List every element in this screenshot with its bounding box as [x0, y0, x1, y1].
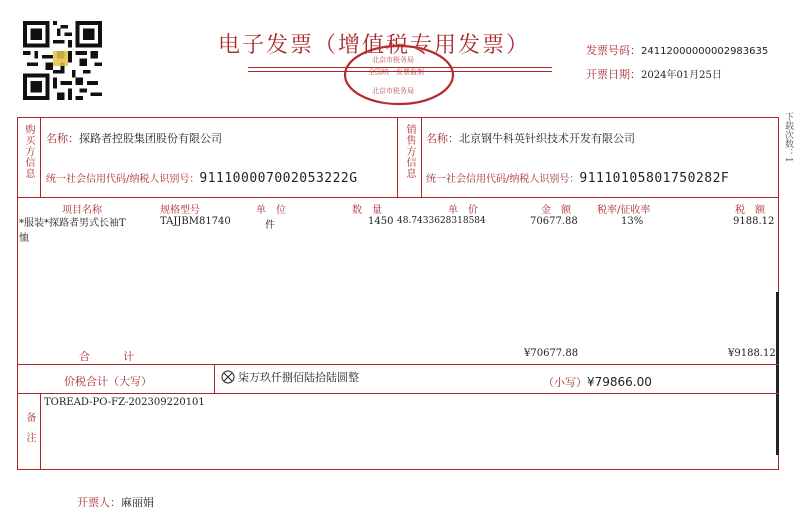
seal-text-bottom: 北京市税务局: [372, 87, 414, 95]
line-grand-bottom: [17, 393, 779, 394]
item-name: [19, 216, 149, 246]
total-amount: ¥70677.88: [524, 348, 579, 359]
line-party-bottom: [17, 197, 779, 198]
invoice-number-label: 发票号码：: [586, 44, 641, 57]
header-unit: 单 位: [256, 205, 286, 216]
item-tax: 9188.12: [733, 216, 775, 227]
line-grand-split: [214, 364, 215, 393]
grand-total-uppercase-row: [221, 369, 359, 385]
line-seller-label: [421, 117, 422, 197]
remarks-label: 备注: [24, 412, 35, 452]
grand-total-uppercase: 柒万玖仟捌佰陆拾陆圆整: [238, 371, 359, 384]
seller-name: 北京钢牛科英针织技术开发有限公司: [459, 132, 635, 145]
item-price: 48.7433628318584: [397, 216, 486, 226]
buyer-section-label: 购买方信息: [23, 124, 34, 179]
seller-tax-label: 统一社会信用代码/纳税人识别号：: [426, 174, 580, 185]
issuer-row: [77, 491, 154, 510]
invoice-date: 2024年01月25日: [641, 70, 722, 81]
item-rate: 13%: [621, 216, 644, 227]
qr-code: [23, 21, 102, 100]
seller-name-row: [426, 127, 635, 146]
issuer-name: 麻丽娟: [121, 496, 154, 509]
cross-circle-icon: [221, 370, 235, 384]
buyer-name: 探路者控股集团股份有限公司: [79, 132, 222, 145]
item-name-line-1: *服装*探路者男式长袖T: [19, 218, 126, 229]
buyer-tax-id: 911100007002053222G: [199, 171, 358, 186]
line-total-top: [17, 364, 779, 365]
header-qty: 数 量: [352, 205, 382, 216]
total-tax: ¥9188.12: [728, 348, 776, 359]
buyer-tax-label: 统一社会信用代码/纳税人识别号：: [46, 174, 200, 185]
item-qty: 1450: [368, 216, 394, 227]
header-spec: 规格型号: [160, 205, 200, 216]
invoice-number: 24112000000002983635: [641, 46, 769, 57]
buyer-name-label: 名称：: [46, 132, 79, 145]
seal-text-top: 北京市税务局: [372, 56, 414, 64]
line-buyer-label: [40, 117, 41, 197]
line-remark-label: [40, 393, 41, 470]
seller-name-label: 名称：: [426, 132, 459, 145]
buyer-tax-row: [46, 167, 358, 186]
seller-tax-id: 91110105801750282F: [579, 171, 730, 186]
issuer-label: 开票人：: [77, 496, 121, 509]
invoice-date-row: [586, 66, 722, 82]
grand-total-small-row: [543, 371, 652, 390]
item-spec: TAJJBM81740: [160, 216, 231, 227]
item-unit: 件: [265, 220, 275, 231]
invoice-number-row: [586, 42, 768, 58]
header-price: 单 价: [448, 205, 478, 216]
header-item-name: 项目名称: [62, 205, 102, 216]
item-name-line-2: 恤: [19, 233, 29, 244]
invoice-title: 电子发票（增值税专用发票）: [218, 33, 531, 58]
grand-total-label: 价税合计（大写）: [64, 375, 152, 388]
item-amount: 70677.88: [530, 216, 578, 227]
frame-thick-right: [776, 292, 779, 455]
seller-section-label: 销售方信息: [404, 124, 415, 179]
remarks-text: TOREAD-PO-FZ-202309220101: [44, 397, 205, 408]
download-count: 下载次数：1: [783, 112, 793, 163]
line-party-split: [397, 117, 398, 197]
grand-total-small-label: （小写）: [543, 376, 587, 389]
header-tax: 税 额: [735, 205, 765, 216]
seal-text-mid: 全国统一发票监制: [368, 68, 424, 76]
seller-tax-row: [426, 167, 729, 186]
invoice-date-label: 开票日期：: [586, 68, 641, 81]
buyer-name-row: [46, 127, 222, 146]
header-rate: 税率/征收率: [597, 205, 651, 216]
header-amount: 金 额: [541, 205, 571, 216]
total-label: 合 计: [79, 350, 134, 363]
grand-total-small-value: ¥79866.00: [587, 375, 652, 389]
